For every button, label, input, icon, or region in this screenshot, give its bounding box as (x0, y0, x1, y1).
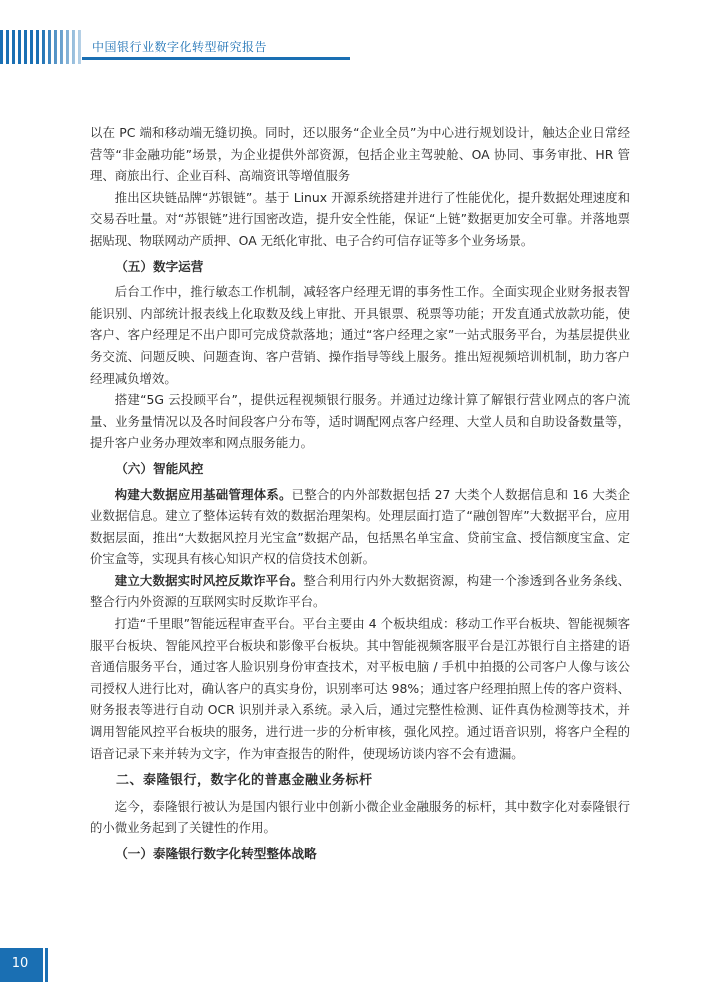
page-number: 10 (11, 956, 29, 971)
section-heading-digital-operations: （五）数字运营 (115, 258, 204, 274)
paragraph-big-data-system (90, 484, 630, 570)
paragraph-text-big-data: 已整合的内外部数据包括 27 大类个人数据信息和 16 大类企业数据信息。建立了整体运转有效的数据治理架构。处理层面打造了“融创智库”大数据平台，应用数据层面，推出“大数据风控月光宝盒”数据产品，包括黑名单宝盒、贷前宝盒、授信额度宝盒、定价宝盒等，实现具有核心知识产权的信贷技术创新。 (90, 486, 630, 567)
page-header (0, 30, 710, 64)
paragraph-suyinlian: 推出区块链品牌“苏银链”。基于 Linux 开源系统搭建并进行了性能优化，提升数据处理速度和交易吞吐量。对“苏银链”进行国密改造，提升安全性能，保证“上链”数据更加安全可靠。并落地票据贴现、物联网动产质押、OA 无纸化审批、电子合约可信存证等多个业务场景。 (90, 189, 630, 248)
paragraph-continuation: 以在 PC 端和移动端无缝切换。同时，还以服务“企业全员”为中心进行规划设计，触达企业日常经营等“非金融功能”场景，为企业提供外部资源，包括企业主驾驶舱、OA 协同、事务审批、HR 管理、商旅出行、企业百科、高端资讯等增值服务 (90, 125, 630, 184)
section-heading-smart-risk-control: （六）智能风控 (115, 460, 204, 476)
section-heading-tailong-strategy: （一）泰隆银行数字化转型整体战略 (115, 846, 317, 861)
header-stripes-fade (40, 30, 82, 64)
paragraph-lead-anti-fraud: 建立大数据实时风控反欺诈平台。 (114, 572, 304, 588)
paragraph-qianliyan: 打造“千里眼”智能远程审查平台。平台主要由 4 个板块组成：移动工作平台板块、智能视频客服平台板块、智能风控平台板块和影像平台板块。其中智能视频客服平台是江苏银行自主搭建的语音通信服务平台，通过客人脸识别身份审查技术，对平板电脑 / 手机中拍摄的公司客户人像与该公司授权人进行比对，确认客户的真实身份，识别率可达 98%；通过客户经理拍照上传的客户资料、财务报表等进行自动 OCR 识别并录入系统。录入后，通过完整性检测、证件真伪检测等技术，并调用智能风控平台板块的服务，进行进一步的分析审核，强化风控。通过语音识别，将客户全程的语音记录下来并转为文字，作为审查报告的附件，使现场访谈内容不会有遗漏。 (90, 616, 630, 761)
paragraph-backoffice: 后台工作中，推行敏态工作机制，减轻客户经理无谓的事务性工作。全面实现企业财务报表智能识别、内部统计报表线上化取数及线上审批、开具银票、税票等功能；开发直通式放款功能，使客户、客户经理足不出户即可完成贷款落地；通过“客户经理之家”一站式服务平台，为基层提供业务交流、问题反映、问题查询、客户营销、操作指导等线上服务。推出短视频培训机制，助力客户经理减负增效。 (90, 284, 630, 386)
paragraph-lead-big-data: 构建大数据应用基础管理体系。 (114, 486, 292, 502)
header-title: 中国银行业数字化转型研究报告 (92, 40, 268, 54)
paragraph-tailong-intro: 迄今，泰隆银行被认为是国内银行业中创新小微企业金融服务的标杆，其中数字化对泰隆银行的小微业务起到了关键性的作用。 (90, 798, 630, 836)
paragraph-anti-fraud (90, 570, 630, 613)
paragraph-5g-platform: 搭建“5G 云投顾平台”，提供远程视频银行服务。并通过边缘计算了解银行营业网点的客户流量、业务量情况以及各时间段客户分布等，适时调配网点客户经理、大堂人员和自助设备数量等，提升客户业务办理效率和网点服务能力。 (90, 392, 630, 451)
page-body (90, 122, 630, 869)
chapter-heading-tailong: 二、泰隆银行，数字化的普惠金融业务标杆 (116, 773, 373, 789)
header-rule (82, 57, 350, 60)
paragraph-text-anti-fraud: 整合利用行内外大数据资源，构建一个渗透到各业务条线、整合行内外资源的互联网实时反欺诈平台。 (90, 572, 631, 610)
